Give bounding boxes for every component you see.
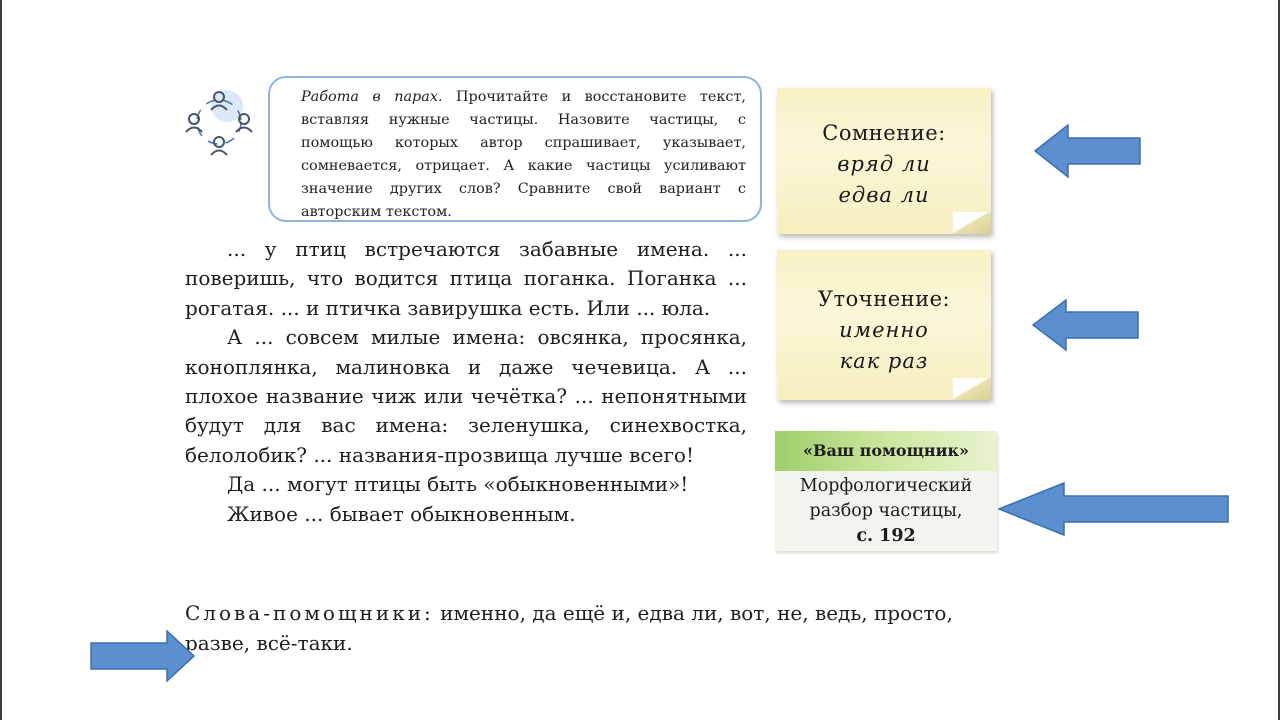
page-fold bbox=[953, 212, 991, 234]
note-clarification-title: Уточнение: bbox=[817, 287, 951, 311]
note-doubt-item-2: едва ли bbox=[838, 183, 930, 207]
exercise-paragraph-2: А ... совсем милые имена: овсянка, просянка, коноплянка, малиновка и даже чечевица. А ... плохое название чиж или чечётка? ... непонятными будут для вас имена: зеленушка, синехвостка, белолобик? ... названия-прозвища лучше всего! bbox=[185, 325, 747, 467]
pair-work-icon bbox=[183, 86, 255, 158]
arrow-left-icon bbox=[1032, 298, 1140, 352]
note-doubt bbox=[777, 88, 991, 234]
arrow-left-icon bbox=[1034, 123, 1142, 179]
note-clarification-item-2: как раз bbox=[839, 349, 929, 373]
task-instruction bbox=[268, 76, 762, 222]
exercise-text bbox=[185, 235, 747, 529]
task-text: Прочитайте и восстановите текст, вставляя нужные частицы. Назовите частицы, с помощью которых автор спрашивает, указывает, сомневается, отрицает. А какие частицы усиливают значение других слов? Сравните свой вариант с авторским текстом. bbox=[301, 89, 746, 220]
arrow-left-icon bbox=[998, 481, 1230, 537]
note-doubt-item-1: вряд ли bbox=[837, 152, 931, 176]
helper-card-body bbox=[775, 471, 997, 549]
note-doubt-title: Сомнение: bbox=[822, 121, 946, 145]
note-clarification bbox=[777, 250, 991, 400]
exercise-paragraph-3: Да ... могут птицы быть «обыкновенными»! bbox=[227, 472, 689, 497]
task-lead: Работа в парах. bbox=[301, 89, 443, 105]
helper-words-label: Слова-помощники: bbox=[185, 601, 434, 625]
arrow-right-icon bbox=[90, 630, 196, 682]
helper-card-line-1: Морфологический bbox=[799, 476, 973, 496]
helper-words-list: именно, да ещё и, едва ли, вот, не, ведь, просто, разве, всё-таки. bbox=[185, 601, 953, 655]
helper-card-title: «Ваш помощник» bbox=[775, 431, 997, 471]
exercise-paragraph-1: ... у птиц встречаются забавные имена. ... поверишь, что водится птица поганка. Поганка ... рогатая. ... и птичка завирушка есть. Или ... юла. bbox=[185, 237, 747, 320]
page-fold bbox=[953, 378, 991, 400]
helper-card-line-2: разбор частицы, bbox=[809, 501, 963, 521]
left-border bbox=[0, 0, 2, 720]
helper-words bbox=[185, 598, 995, 658]
exercise-paragraph-4: Живое ... бывает обыкновенным. bbox=[227, 501, 576, 526]
helper-card-page: с. 192 bbox=[856, 526, 916, 546]
helper-card bbox=[775, 431, 997, 551]
note-clarification-item-1: именно bbox=[839, 318, 929, 342]
